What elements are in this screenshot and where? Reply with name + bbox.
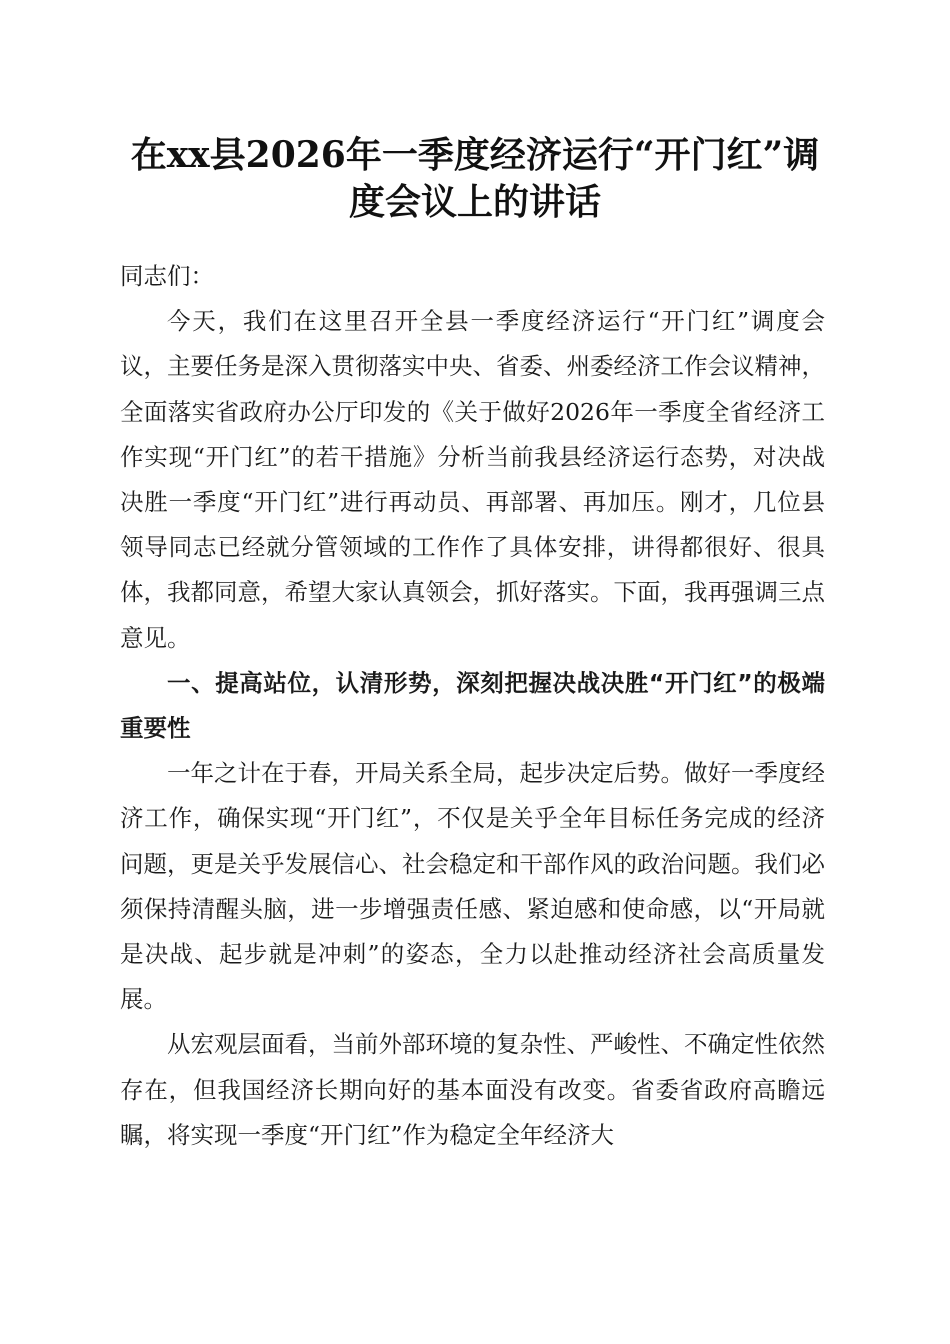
- title-line-2: 度会议上的讲话: [348, 181, 601, 223]
- document-title: [100, 132, 850, 226]
- section-heading-1: 一、提高站位，认清形势，深刻把握决战决胜“开门红”的极端重要性: [120, 668, 825, 743]
- salutation: 同志们：: [120, 262, 214, 290]
- title-line-1: 在xx县2026年一季度经济运行“开门红”调: [130, 134, 820, 176]
- paragraph-intro: 今天，我们在这里召开全县一季度经济运行“开门红”调度会议，主要任务是深入贯彻落实中央、省委、州委经济工作会议精神，全面落实省政府办公厅印发的《关于做好2026年一季度全省经济工作实现“开门红”的若干措施》分析当前我县经济运行态势，对决战决胜一季度“开门红”进行再动员、再部署、再加压。刚才，几位县领导同志已经就分管领域的工作作了具体安排，讲得都很好、很具体，我都同意，希望大家认真领会，抓好落实。下面，我再强调三点意见。: [120, 307, 825, 652]
- paragraph-section1-1: 一年之计在于春，开局关系全局，起步决定后势。做好一季度经济工作，确保实现“开门红”，不仅是关乎全年目标任务完成的经济问题，更是关乎发展信心、社会稳定和干部作风的政治问题。我们必须保持清醒头脑，进一步增强责任感、紧迫感和使命感，以“开局就是决战、起步就是冲刺”的姿态，全力以赴推动经济社会高质量发展。: [120, 759, 825, 1014]
- paragraph-section1-2: 从宏观层面看，当前外部环境的复杂性、严峻性、不确定性依然存在，但我国经济长期向好的基本面没有改变。省委省政府高瞻远瞩，将实现一季度“开门红”作为稳定全年经济大: [120, 1030, 825, 1149]
- document-body: [120, 254, 825, 1158]
